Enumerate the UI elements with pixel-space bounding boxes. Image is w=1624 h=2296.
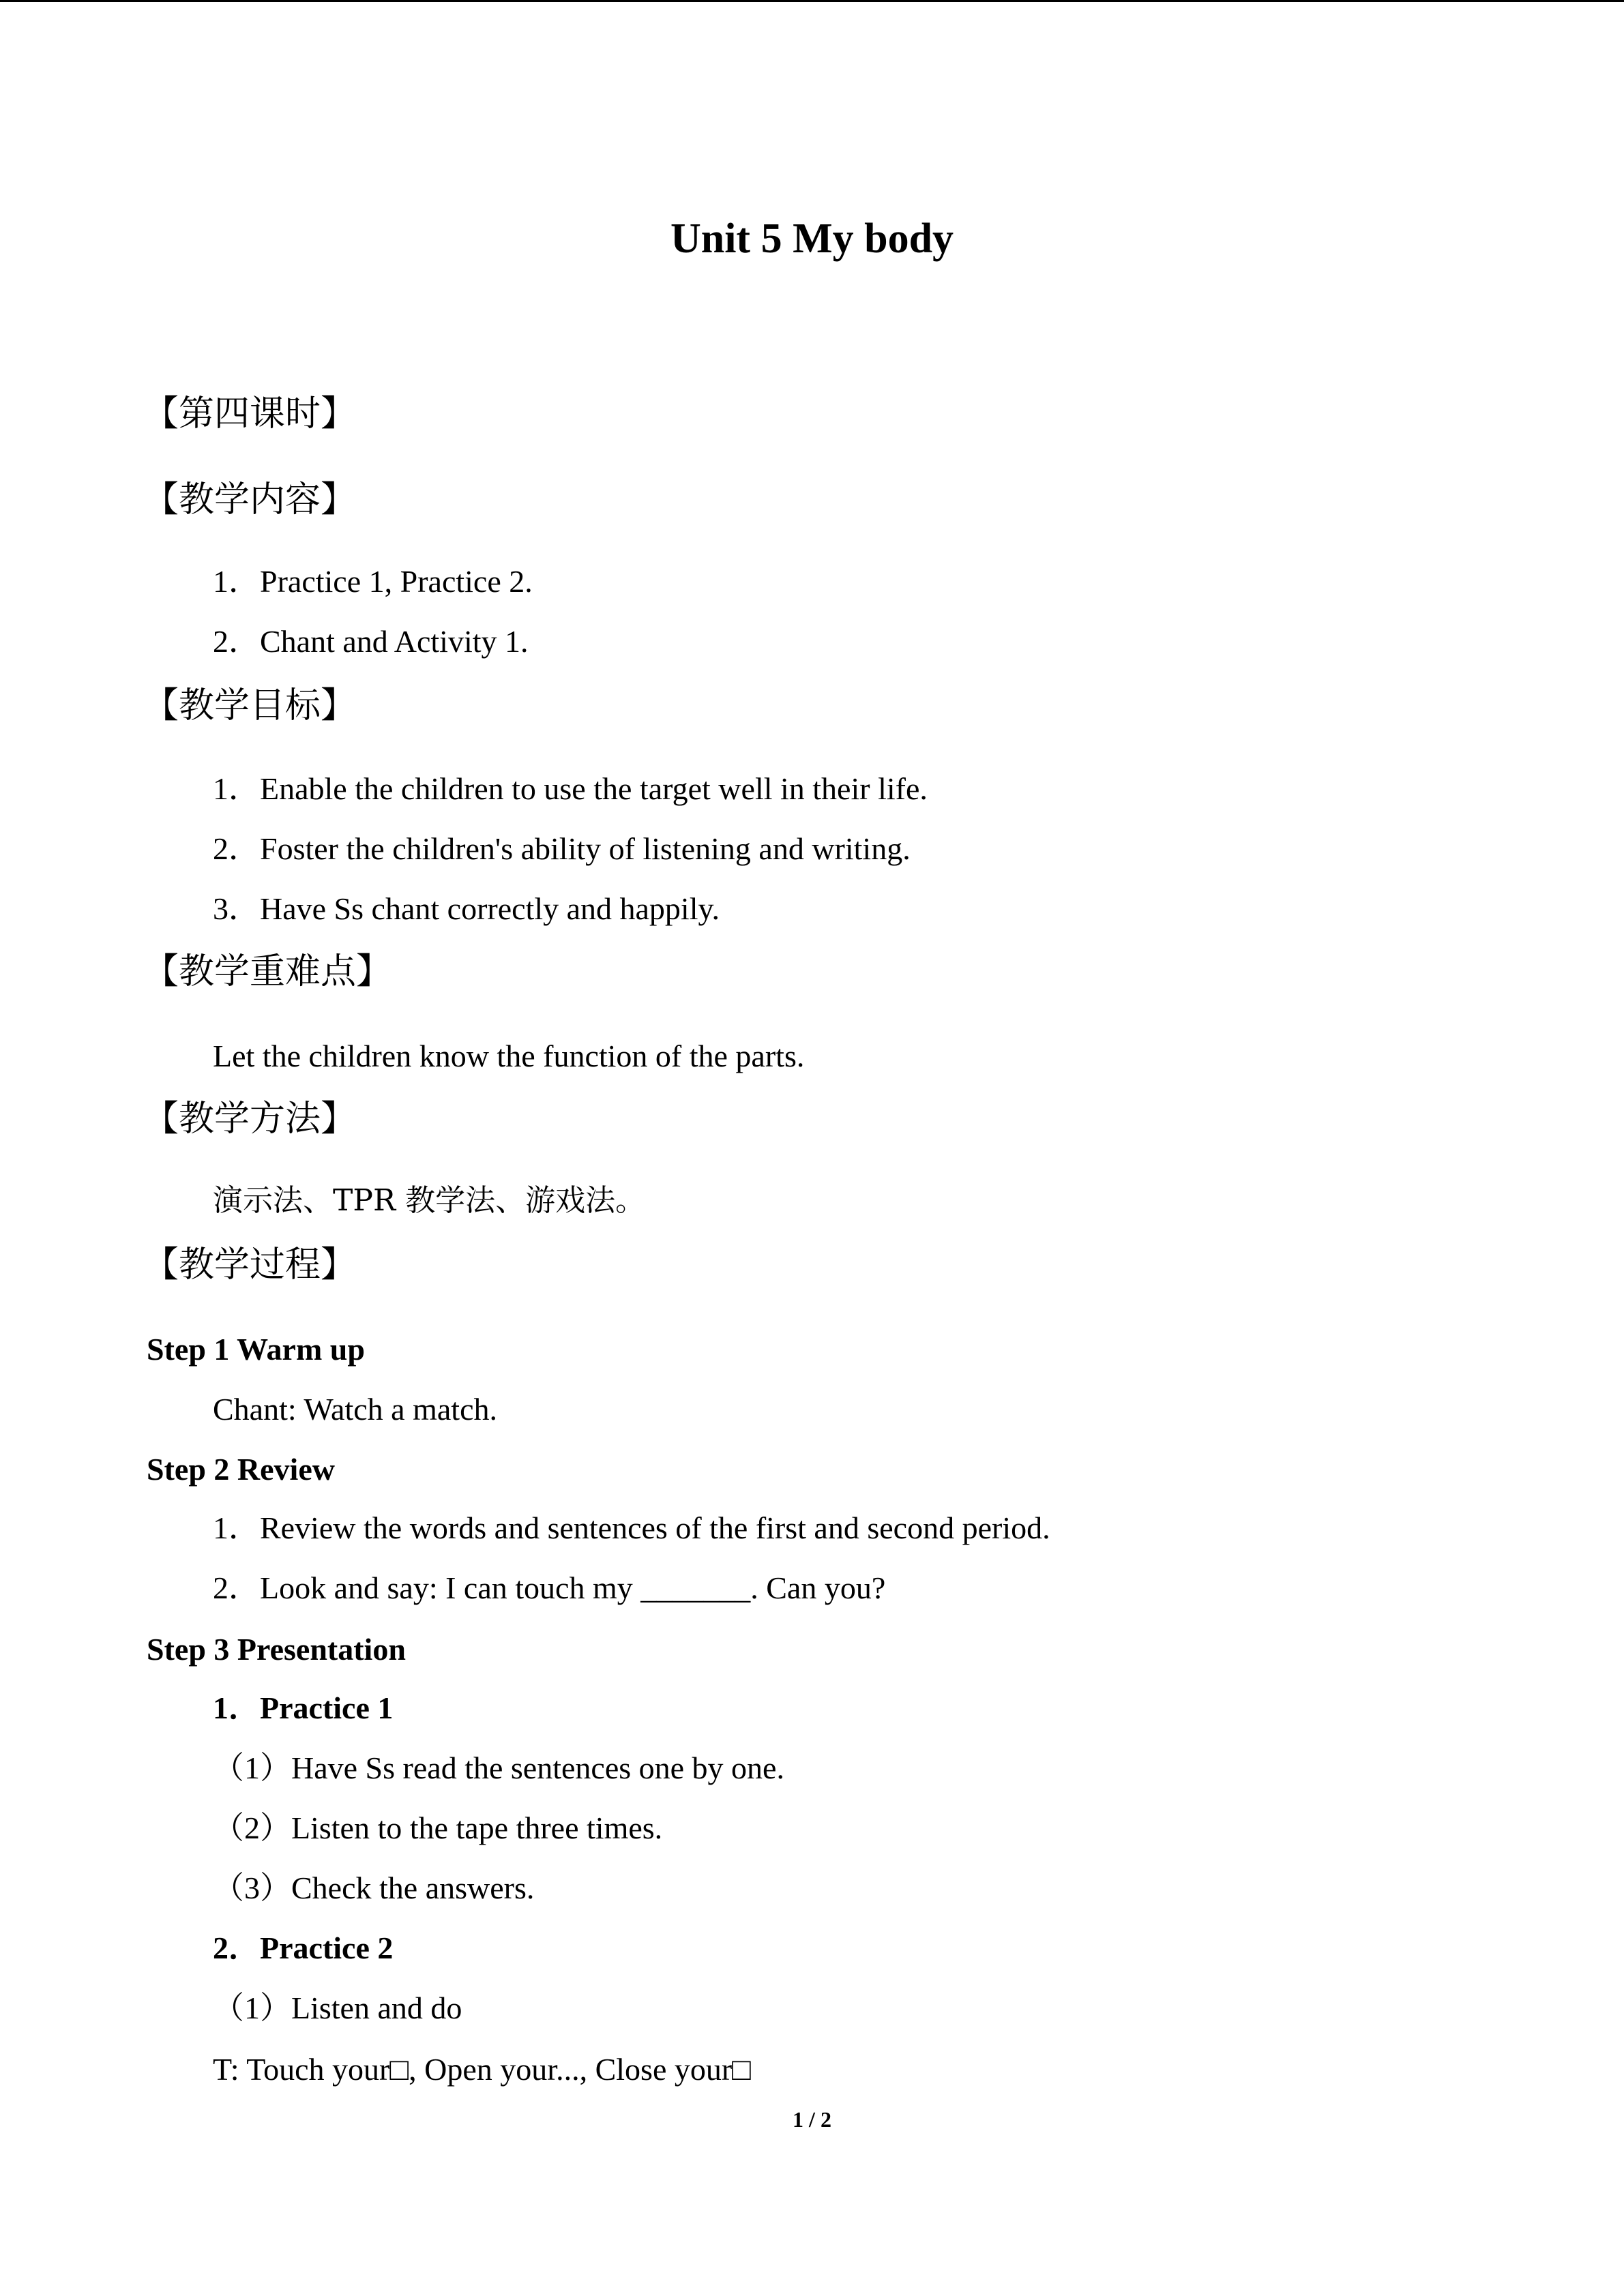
document-title: Unit 5 My body bbox=[670, 215, 954, 262]
step1-title: Step 1 Warm up bbox=[147, 1332, 365, 1367]
page-number: 1 / 2 bbox=[793, 2107, 831, 2132]
practice2-item-1: （1）Listen and do bbox=[213, 1991, 462, 2025]
practice2-item-2: T: Touch your□, Open your..., Close your□ bbox=[213, 2052, 751, 2087]
content-item-1: 1．Practice 1, Practice 2. bbox=[213, 564, 533, 599]
heading-content: 【教学内容】 bbox=[143, 479, 357, 520]
practice2-title: 2．Practice 2 bbox=[213, 1930, 394, 1965]
page-top-border bbox=[0, 0, 1624, 2]
goal-item-2: 2．Foster the children's ability of listening and writing. bbox=[213, 831, 911, 866]
heading-period: 【第四课时】 bbox=[143, 393, 357, 434]
heading-methods: 【教学方法】 bbox=[143, 1099, 357, 1139]
practice1-title: 1．Practice 1 bbox=[213, 1690, 394, 1725]
step2-item-1: 1．Review the words and sentences of the first and second period. bbox=[213, 1510, 1050, 1545]
step3-title: Step 3 Presentation bbox=[147, 1632, 406, 1667]
step2-item-2: 2．Look and say: I can touch my _______. Can you? bbox=[213, 1570, 886, 1605]
goal-item-1: 1．Enable the children to use the target well in their life. bbox=[213, 771, 928, 806]
heading-key-points: 【教学重难点】 bbox=[143, 951, 392, 992]
key-points-text: Let the children know the function of the parts. bbox=[213, 1039, 805, 1073]
step1-text: Chant: Watch a match. bbox=[213, 1392, 497, 1427]
practice1-item-3: （3）Check the answers. bbox=[213, 1870, 535, 1905]
goal-item-3: 3．Have Ss chant correctly and happily. bbox=[213, 891, 720, 926]
step2-title: Step 2 Review bbox=[147, 1452, 335, 1487]
practice1-item-2: （2）Listen to the tape three times. bbox=[213, 1810, 663, 1845]
heading-goals: 【教学目标】 bbox=[143, 685, 357, 726]
practice1-item-1: （1）Have Ss read the sentences one by one. bbox=[213, 1750, 784, 1785]
methods-text: 演示法、TPR 教学法、游戏法。 bbox=[213, 1183, 646, 1218]
heading-process: 【教学过程】 bbox=[143, 1244, 357, 1285]
content-item-2: 2．Chant and Activity 1. bbox=[213, 624, 529, 659]
